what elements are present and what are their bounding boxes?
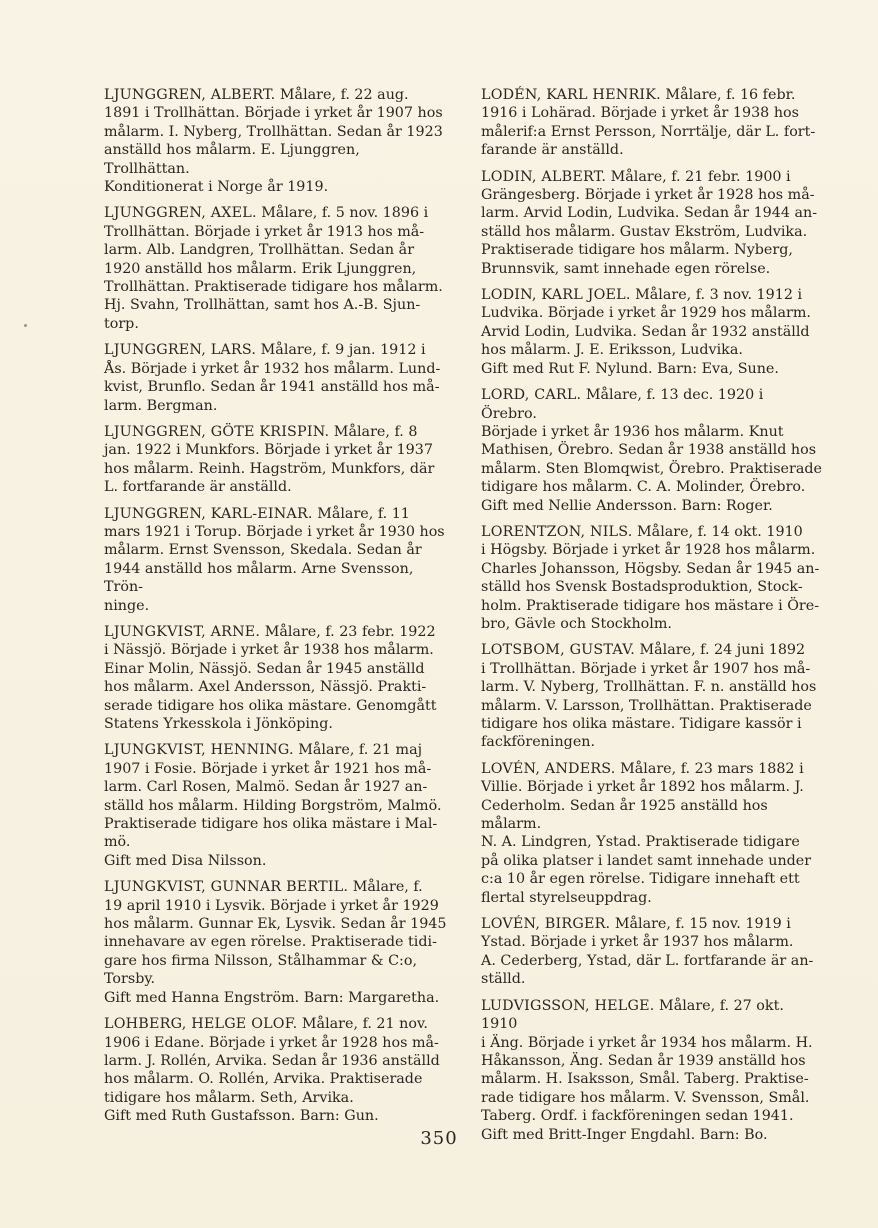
entry-name: LODIN, KARL JOEL. (481, 287, 631, 304)
entry-name: LUDVIGSSON, HELGE. (481, 997, 655, 1014)
entry-name: LJUNGKVIST, ARNE. (104, 623, 261, 640)
left-column (104, 86, 448, 1134)
entry-name: LODÉN, KARL HENRIK. (481, 87, 661, 103)
entry (104, 204, 448, 333)
entry-text: Målare, f. 13 dec. 1920 i Örebro. Började i yrket år 1936 hos målarm. Knut Mathisen, Örebro. Sedan år 1938 anställd hos målarm. Sten Blomqwist, Örebro. Praktiserade tidigare hos målarm. C. A. Molinder, Örebro. Gift med Nellie Andersson. Barn: Roger. (481, 387, 822, 514)
entry-text: Målare, f. 23 febr. 1922 i Nässjö. Började i yrket år 1938 hos målarm. Einar Molin, Nässjö. Sedan år 1945 anställd hos målarm. Axel Andersson, Nässjö. Prakti- serade tidigare hos olika mästare. Genomgått Statens Yrkesskola i Jönköping. (104, 623, 437, 732)
entry (104, 623, 448, 733)
entry-name: LJUNGGREN, AXEL. (104, 205, 257, 222)
entry (104, 423, 448, 497)
entry-text: Målare, f. 16 febr. 1916 i Lohärad. Började i yrket år 1938 hos målerif:a Ernst Persson, Norrtälje, där L. fort- farande är anställd. (481, 87, 816, 159)
entry-name: LJUNGGREN, ALBERT. (104, 87, 276, 103)
entry-name: LOVÉN, ANDERS. (481, 760, 616, 777)
entry (104, 341, 448, 415)
entry-text: Målare, f. 14 okt. 1910 i Högsby. Började i yrket år 1928 hos målarm. Charles Johansson, Högsby. Sedan år 1945 an- ställd hos Svensk Bostadsproduktion, Stock- holm. Praktiserade tidigare hos mästare i Öre- bro, Gävle och Stockholm. (481, 523, 820, 632)
entry (481, 523, 822, 633)
paper-speck (24, 324, 27, 327)
entry-text: Målare, f. 27 okt. 1910 i Äng. Började i yrket år 1934 hos målarm. H. Håkansson, Äng. Sedan år 1939 anställd hos målarm. H. Isaksson, Smål. Taberg. Praktise- rade tidigare hos målarm. V. Svensson, Smål. Taberg. Ordf. i fackföreningen sedan 1941. Gift med Britt-Inger Engdahl. Barn: Bo. (481, 997, 813, 1143)
entry-name: LORD, CARL. (481, 387, 582, 404)
entry (481, 915, 822, 989)
entry-text: Målare, f. 24 juni 1892 i Trollhättan. Började i yrket år 1907 hos må- larm. V. Nyberg, Trollhättan. F. n. anställd hos målarm. V. Larsson, Trollhättan. Praktiserade tidigare hos olika mästare. Tidigare kassör i fackföreningen. (481, 642, 817, 751)
entry (481, 760, 822, 907)
entry-text: Målare, f. 11 mars 1921 i Torup. Började i yrket år 1930 hos målarm. Ernst Svensson, Skedala. Sedan år 1944 anställd hos målarm. Arne Svensson, Trön- ninge. (104, 505, 445, 614)
entry (104, 86, 448, 196)
entry (104, 1015, 448, 1125)
entry-text: Målare, f. 15 nov. 1919 i Ystad. Började i yrket år 1937 hos målarm. A. Cederberg, Ystad, där L. fortfarande är an- ställd. (481, 916, 814, 988)
entry-name: LJUNGGREN, GÖTE KRISPIN. (104, 423, 330, 440)
entry-name: LJUNGGREN, KARL-EINAR. (104, 505, 313, 522)
right-column (481, 86, 822, 1152)
entry (481, 641, 822, 751)
entry-name: LOVÉN, BIRGER. (481, 916, 611, 933)
entry-name: LJUNGKVIST, HENNING. (104, 742, 294, 759)
entry (481, 86, 822, 160)
entry (481, 286, 822, 378)
entry (481, 168, 822, 278)
entry-text: Målare, f. 22 aug. 1891 i Trollhättan. Började i yrket år 1907 hos målarm. I. Nyberg, Trollhättan. Sedan år 1923 anställd hos målarm. E. Ljunggren, Trollhättan. Konditionerat i Norge år 1919. (104, 87, 443, 196)
entry-text: Målare, f. 8 jan. 1922 i Munkfors. Började i yrket år 1937 hos målarm. Reinh. Hagström, Munkfors, där L. fortfarande är anställd. (104, 423, 435, 496)
entry-text: Målare, f. 23 mars 1882 i Villie. Började i yrket år 1892 hos målarm. J. Cederholm. Sedan år 1925 anställd hos målarm. N. A. Lindgren, Ystad. Praktiserade tidigare på olika platser i landet samt innehade under c:a 10 år egen rörelse. Tidigare innehaft ett flertal styrelseuppdrag. (481, 760, 812, 906)
entry-name: LOTSBOM, GUSTAV. (481, 642, 635, 659)
entry-text: Målare, f. 5 nov. 1896 i Trollhättan. Började i yrket år 1913 hos må- larm. Alb. Landgren, Trollhättan. Sedan år 1920 anställd hos målarm. Erik Ljunggren, Trollhättan. Praktiserade tidigare hos målarm. Hj. Svahn, Trollhättan, samt hos A.-B. Sjun- torp. (104, 205, 443, 332)
entry-name: LODIN, ALBERT. (481, 168, 607, 185)
entry-text: Målare, f. 21 nov. 1906 i Edane. Började i yrket år 1928 hos må- larm. J. Rollén, Arvika. Sedan år 1936 anställd hos målarm. O. Rollén, Arvika. Praktiserade tidigare hos målarm. Seth, Arvika. Gift med Ruth Gustafsson. Barn: Gun. (104, 1016, 440, 1125)
entry-text: Målare, f. 9 jan. 1912 i Ås. Började i yrket år 1932 hos målarm. Lund- kvist, Brunflo. Sedan år 1941 anställd hos må- larm. Bergman. (104, 342, 441, 414)
entry-text: Målare, f. 21 febr. 1900 i Grängesberg. Började i yrket år 1928 hos må- larm. Arvid Lodin, Ludvika. Sedan år 1944 an- ställd hos målarm. Gustav Ekström, Ludvika. Praktiserade tidigare hos målarm. Nyberg, Brunnsvik, samt innehade egen rörelse. (481, 168, 818, 277)
page-number: 350 (420, 1128, 458, 1149)
entry (104, 878, 448, 1007)
entry (481, 997, 822, 1144)
entry-text: Målare, f. 21 maj 1907 i Fosie. Började i yrket år 1921 hos må- larm. Carl Rosen, Malmö. Sedan år 1927 an- ställd hos målarm. Hilding Borgström, Malmö. Praktiserade tidigare hos olika mästare i Mal- mö. Gift med Disa Nilsson. (104, 742, 442, 869)
entry (481, 386, 822, 515)
entry-name: LOHBERG, HELGE OLOF. (104, 1016, 298, 1033)
entry-name: LORENTZON, NILS. (481, 523, 633, 540)
entry-text: Målare, f. 19 april 1910 i Lysvik. Började i yrket år 1929 hos målarm. Gunnar Ek, Lysvik. Sedan år 1945 innehavare av egen rörelse. Praktiserade tidi- gare hos firma Nilsson, Stålhammar & C:o, Torsby. Gift med Hanna Engström. Barn: Margaretha. (104, 879, 447, 1006)
entry (104, 741, 448, 870)
entry (104, 505, 448, 615)
entry-name: LJUNGGREN, LARS. (104, 342, 257, 359)
entry-text: Målare, f. 3 nov. 1912 i Ludvika. Började i yrket år 1929 hos målarm. Arvid Lodin, Ludvika. Sedan år 1932 anställd hos målarm. J. E. Eriksson, Ludvika. Gift med Rut F. Nylund. Barn: Eva, Sune. (481, 287, 811, 377)
entry-name: LJUNGKVIST, GUNNAR BERTIL. (104, 879, 349, 896)
